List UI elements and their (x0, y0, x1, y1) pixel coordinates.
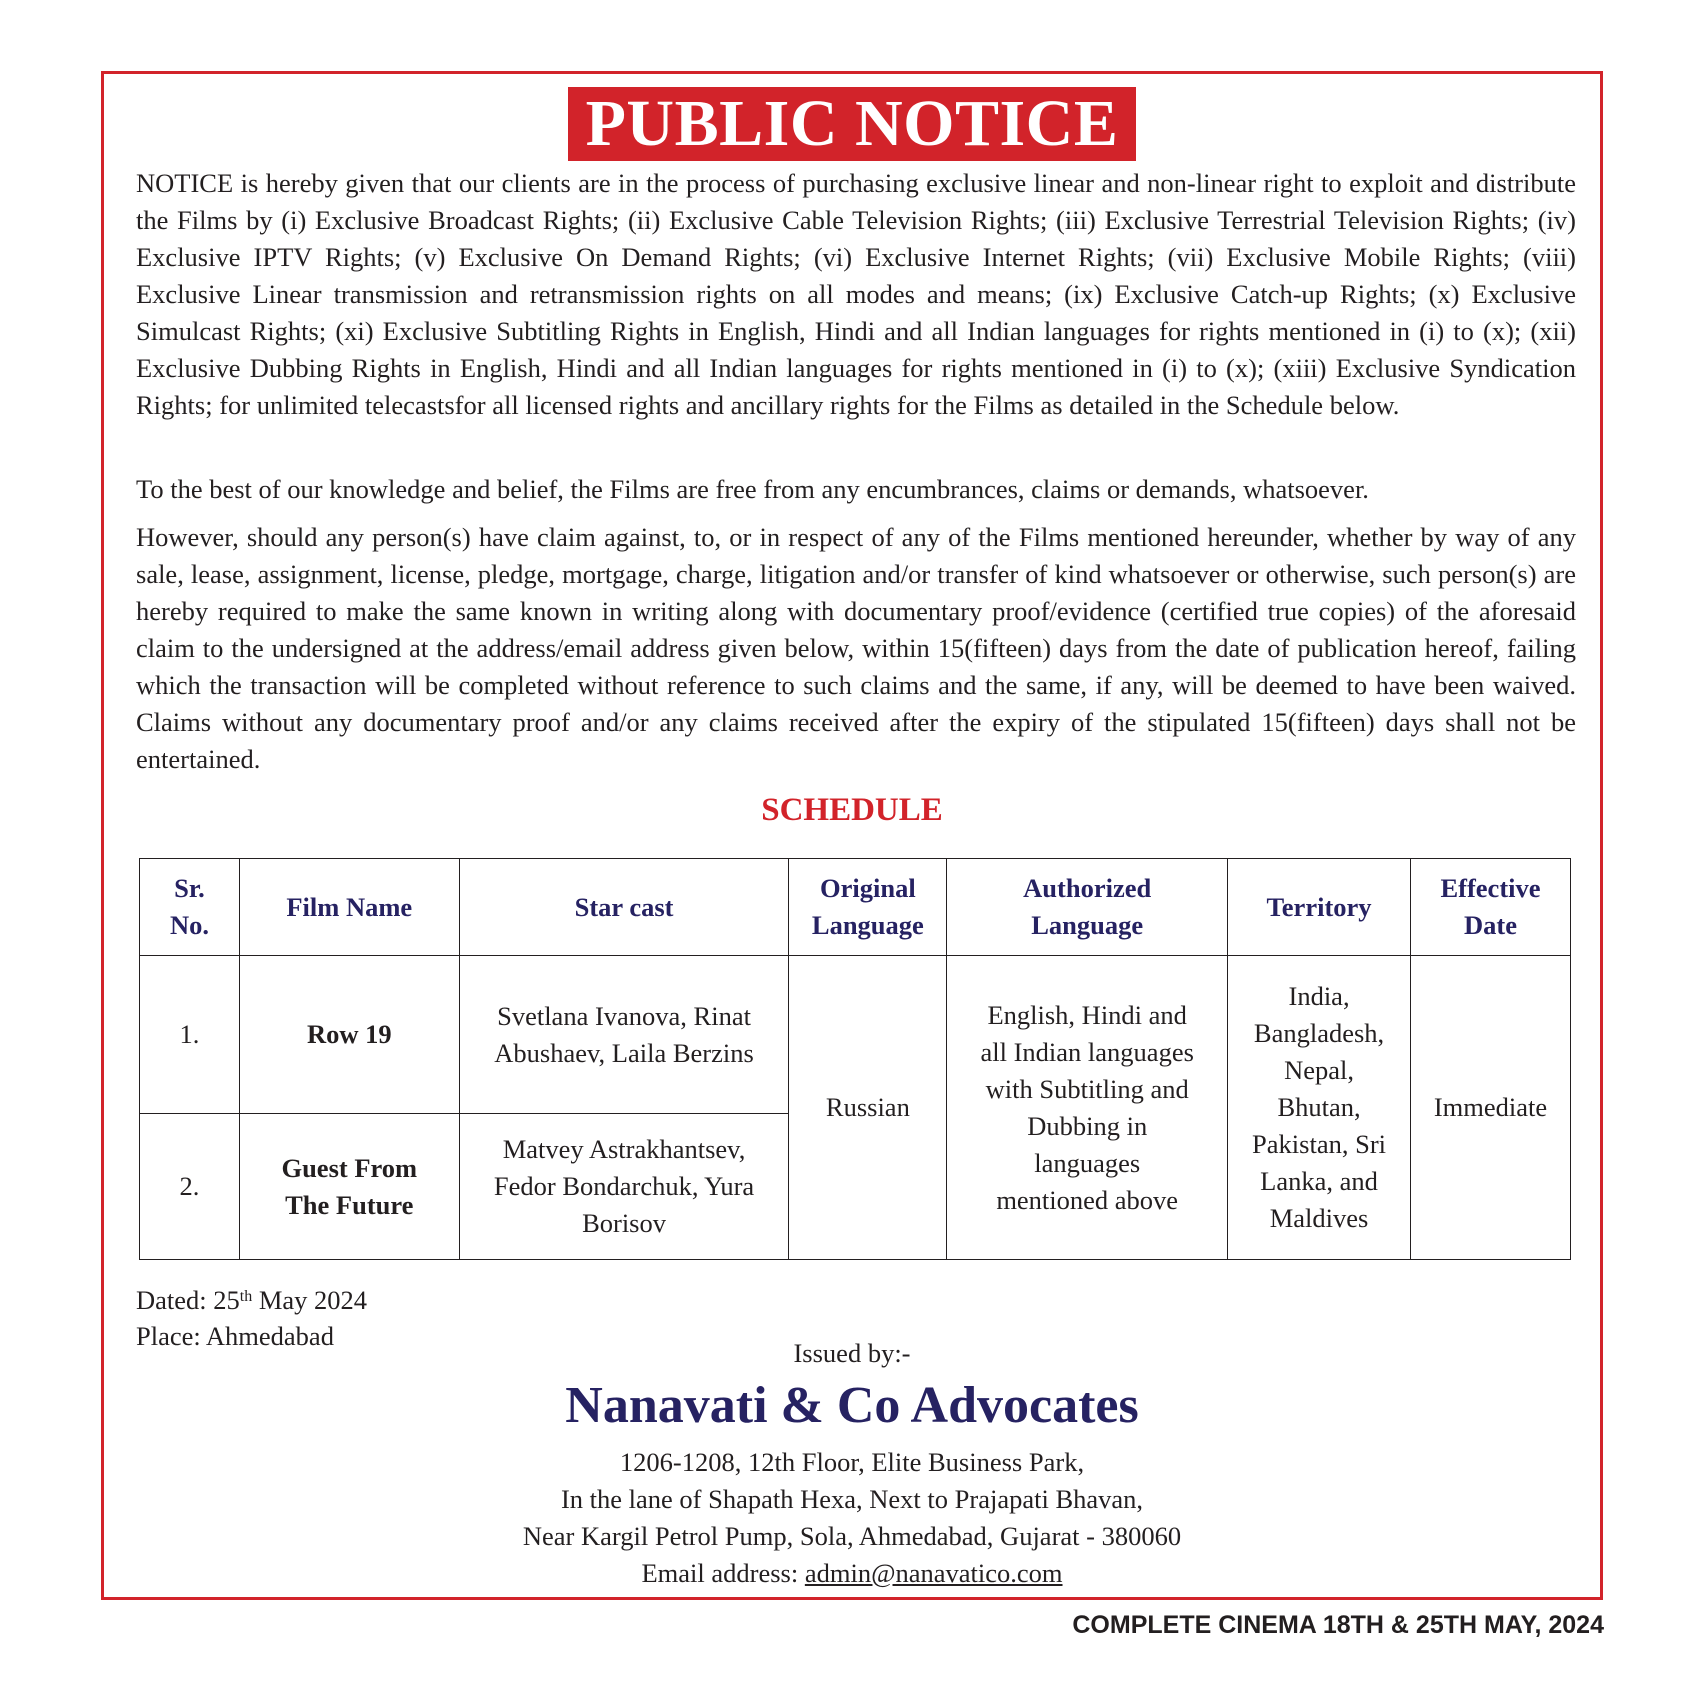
address-line-3: Near Kargil Petrol Pump, Sola, Ahmedabad, Gujarat - 380060 (522, 1521, 1182, 1551)
cell-territory (1228, 956, 1411, 1260)
cell-text: all Indian languages (980, 1036, 1194, 1067)
cell-text: Bhutan, (1277, 1092, 1361, 1122)
cell-sr-no: 1. (140, 956, 240, 1114)
cell-text: Matvey Astrakhantsev, (502, 1134, 746, 1164)
header-text: Authorized (1023, 873, 1152, 903)
header-text: Sr. (174, 873, 205, 903)
cell-text: Borisov (582, 1208, 666, 1238)
notice-paragraph-1 (136, 165, 1576, 424)
email-link[interactable]: admin@nanavatico.com (804, 1558, 1063, 1588)
cell-authorized-language (947, 956, 1228, 1260)
table-row (140, 956, 1571, 1114)
cell-text: Lanka, and (1260, 1166, 1378, 1196)
cell-effective-date: Immediate (1411, 956, 1571, 1260)
address-line-2: In the lane of Shapath Hexa, Next to Prajapati Bhavan, (560, 1484, 1144, 1514)
cell-text: India, (1288, 981, 1350, 1011)
notice-paragraph-2 (136, 471, 1576, 508)
table-header-row (140, 859, 1571, 956)
address-line-1: 1206-1208, 12th Floor, Elite Business Park, (619, 1447, 1085, 1477)
cell-text: Dubbing in (1027, 1110, 1148, 1141)
email-line (104, 1555, 1600, 1592)
dated-text: Dated: 25 (136, 1285, 240, 1315)
cell-text: Nepal, (1284, 1055, 1354, 1085)
cell-film-name (239, 1114, 459, 1260)
dated-line (136, 1282, 367, 1319)
cell-star-cast (459, 956, 789, 1114)
cell-film-name: Row 19 (239, 956, 459, 1114)
header-authorized-language (947, 859, 1228, 956)
cell-original-language: Russian (789, 956, 947, 1260)
cell-text: Fedor Bondarchuk, Yura (493, 1171, 755, 1201)
header-text: No. (169, 910, 209, 940)
header-sr-no (140, 859, 240, 956)
cell-text: Pakistan, Sri (1252, 1129, 1387, 1159)
cell-text: Bangladesh, (1253, 1018, 1385, 1048)
cell-text: with Subtitling and (985, 1073, 1189, 1104)
title-wrap (104, 87, 1600, 161)
publication-footer: COMPLETE CINEMA 18TH & 25TH MAY, 2024 (1072, 1611, 1604, 1639)
cell-text: Maldives (1269, 1203, 1369, 1233)
email-label: Email address: (641, 1558, 805, 1588)
dated-superscript: th (239, 1288, 253, 1305)
cell-text: The Future (285, 1189, 414, 1220)
header-text: Original (820, 873, 916, 903)
cell-sr-no: 2. (140, 1114, 240, 1260)
header-territory: Territory (1228, 859, 1411, 956)
schedule-heading: SCHEDULE (761, 792, 943, 828)
issued-by: Issued by:- (793, 1338, 911, 1368)
header-effective-date (1411, 859, 1571, 956)
schedule-table (139, 858, 1571, 1260)
header-text: Effective (1440, 873, 1541, 903)
paragraph-text: However, should any person(s) have claim against, to, or in respect of any of the Films mentioned hereunder, whether by way of any sale, lease, assignment, license, pledge, mortgage, charge, litigation and/or transfer of kind whatsoever or otherwise, such person(s) are hereby required to make the same known in writing along with documentary proof/evidence (certified true copies) of the aforesaid claim to the undersigned at the address/email address given below, within 15(fifteen) days from the date of publication hereof, failing which the transaction will be completed without reference to such claims and the same, if any, will be deemed to have been waived. Claims without any documentary proof and/or any claims received after the expiry of the stipulated 15(fifteen) days shall not be entertained. (136, 522, 1576, 774)
header-text: Language (811, 910, 924, 940)
notice-title: PUBLIC NOTICE (568, 87, 1137, 161)
header-star-cast: Star cast (459, 859, 789, 956)
cell-text: Abushaev, Laila Berzins (494, 1037, 754, 1068)
notice-paragraph-3 (136, 519, 1576, 778)
cell-text: English, Hindi and (987, 999, 1187, 1030)
header-text: Language (1031, 910, 1144, 940)
header-film-name: Film Name (239, 859, 459, 956)
dated-text-rest: May 2024 (252, 1285, 368, 1315)
header-original-language (789, 859, 947, 956)
firm-name: Nanavati & Co Advocates (565, 1377, 1139, 1434)
header-text: Date (1464, 910, 1517, 940)
cell-text: Guest From (281, 1152, 418, 1183)
cell-text: languages (1034, 1147, 1141, 1178)
cell-star-cast (459, 1114, 789, 1260)
paragraph-text: To the best of our knowledge and belief, the Films are free from any encumbrances, claims or demands, whatsoever. (136, 474, 1369, 504)
notice-frame (101, 71, 1603, 1600)
cell-text: mentioned above (996, 1184, 1179, 1215)
place-line: Place: Ahmedabad (136, 1321, 334, 1351)
paragraph-text: NOTICE is hereby given that our clients are in the process of purchasing exclusive linear and non-linear right to exploit and distribute the Films by (i) Exclusive Broadcast Rights; (ii) Exclusive Cable Television Rights; (iii) Exclusive Terrestrial Television Rights; (iv) Exclusive IPTV Rights; (v) Exclusive On Demand Rights; (vi) Exclusive Internet Rights; (vii) Exclusive Mobile Rights; (viii) Exclusive Linear transmission and retransmission rights on all modes and means; (ix) Exclusive Catch-up Rights; (x) Exclusive Simulcast Rights; (xi) Exclusive Subtitling Rights in English, Hindi and all Indian languages for rights mentioned in (i) to (x); (xii) Exclusive Dubbing Rights in English, Hindi and all Indian languages for rights mentioned in (i) to (x); (xiii) Exclusive Syndication Rights; for unlimited telecastsfor all licensed rights and ancillary rights for the Films as detailed in the Schedule below. (136, 168, 1576, 420)
cell-text: Svetlana Ivanova, Rinat (497, 1000, 751, 1031)
